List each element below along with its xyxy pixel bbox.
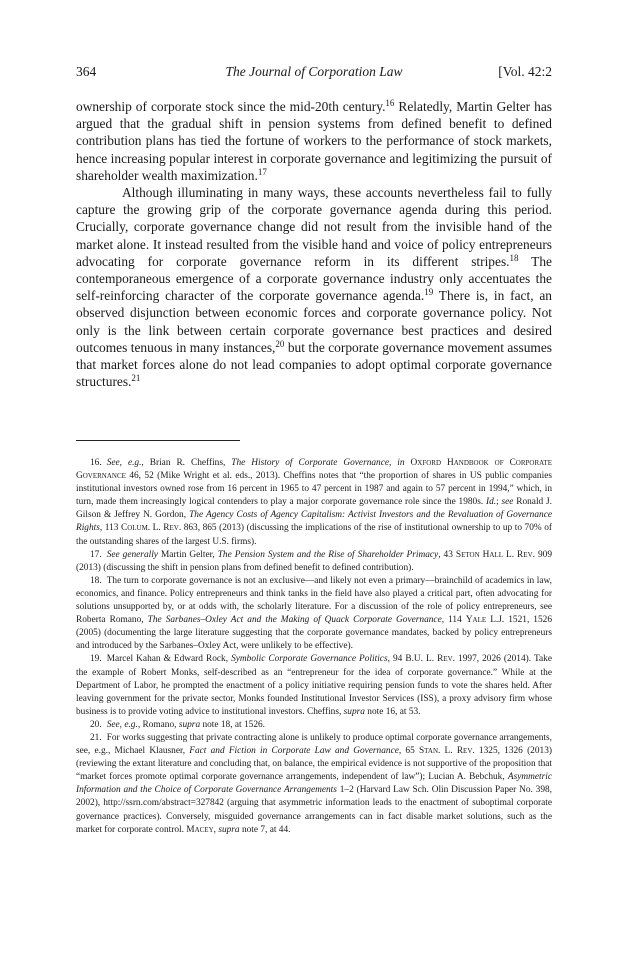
footnotes	[76, 457, 552, 837]
page-number: 364	[76, 64, 97, 79]
signal: supra	[343, 706, 365, 717]
text-run: ownership of corporate stock since the mid-20th century.	[76, 99, 386, 114]
footnote-number: 21.	[90, 732, 102, 743]
text-run: ,	[213, 824, 219, 835]
footnote-number: 19.	[90, 654, 102, 665]
cited-title: Fact and Fiction in Corporate Law and Governance	[189, 746, 399, 757]
text-run: Brian R. Cheffins,	[143, 458, 232, 468]
cited-title: Symbolic Corporate Governance Politics	[231, 654, 388, 665]
text-run: 1997, 2026 (2014). Take the example of Robert Monks, self-described as an “entrepreneur for the idea of corporate governance.” While at the Department of Labor, he prompted the enactment of a policy initiative requiring pension funds to vote the shares held. After leaving government for the private sector, Monks founded Institutional Investor Services (ISS), a proxy advisory firm whose business is to provide voting advice to institutional investors. Cheffins,	[76, 654, 552, 717]
signal: supra	[218, 824, 240, 835]
footnote-ref-16: 16	[385, 98, 395, 108]
footnote-20	[76, 719, 552, 732]
footnote-ref-17: 17	[257, 166, 267, 177]
text-run: 46, 52 (Mike Wright et al. eds., 2013). Cheffins notes that “the proportion of shares in US public companies institutional investors owned rose from 16 percent in 1965 to 47 percent in 1987 and again to 57 percent in 1994,” which, in turn, made them increasingly logical contenders to play a major corporate governance role since the 1980s.	[76, 471, 552, 508]
footnote-19	[76, 653, 552, 718]
running-header	[76, 64, 552, 84]
main-text	[76, 98, 552, 390]
text-run: Romano,	[140, 719, 179, 730]
text-run: 1521, 1526 (2005) (documenting the large literature suggesting that the corporate governance mandates, backed by policy entrepreneurs and introduced by the Sarbanes–Oxley Act, were unlikely to be effective).	[76, 615, 552, 652]
signal: See, e.g.,	[106, 719, 141, 730]
footnote-number: 17.	[90, 549, 102, 560]
source-name: Yale L.J.	[465, 615, 505, 626]
footnote-ref-19: 19	[424, 287, 434, 298]
signal: supra	[178, 719, 201, 730]
text-run: note 18, at 1526.	[200, 719, 266, 730]
cited-title: The History of Corporate Governance, in	[231, 458, 405, 468]
text-run: , 113	[99, 523, 121, 534]
footnote-number: 16.	[90, 458, 102, 468]
text-run: Ronald J. Gilson & Jeffrey N. Gordon,	[76, 497, 552, 521]
footnote-divider	[76, 440, 240, 441]
text-run: For works suggesting that private contracting alone is unlikely to produce optimal corporate governance arrangements, see, e.g., Michael Klausner,	[76, 732, 552, 757]
footnote-16	[76, 457, 552, 549]
text-run: , 94	[387, 654, 406, 665]
signal: See generally	[106, 549, 158, 560]
text-run: Relatedly, Martin Gelter has argued that the gradual shift in pension systems from defined benefit to defined contribution plans has tied the fortune of workers to the performance of stock markets, hence increasing popular interest in corporate governance and legitimizing the pursuit of shareholder wealth maximization.	[76, 99, 552, 183]
volume-label: [Vol. 42:2	[498, 64, 552, 79]
text-run: 863, 865 (2013) (discussing the implications of the rise of institutional ownership to up to 70% of the outstanding shares of the largest U.S. firms).	[76, 523, 552, 547]
text-run: 1–2 (Harvard Law Sch. Olin Discussion Paper No. 398, 2002), http://ssrn.com/abstract=327842 (arguing that asymmetric information leads to the enactment of suboptimal corporate governance practices). Conversely, misguided governance arrangements can in fact disable market solutions, such as the market for corporate control.	[76, 785, 552, 835]
signal: See, e.g.,	[106, 458, 144, 468]
text-run: The contemporaneous emergence of a corporate governance industry only accentuates the self-reinforcing character of the corporate governance agenda.	[76, 253, 552, 304]
text-run: 1325, 1326 (2013) (reviewing the extant literature and concluding that, on balance, the empirical evidence is not supportive of the proposition that “market forces promote optimal corporate governance arrangements, independent of law”); Lucian A. Bebchuk,	[76, 746, 552, 783]
footnote-number: 20.	[90, 719, 102, 730]
source-name: Stan. L. Rev.	[418, 746, 475, 757]
source-name: Oxford Handbook of Corporate Governance	[76, 458, 552, 482]
source-name: B.U. L. Rev.	[405, 654, 456, 665]
footnote-21	[76, 732, 552, 837]
cited-title: Asymmetric Information and the Choice of Corporate Governance Arrangements	[76, 772, 552, 796]
footnote-17	[76, 549, 552, 575]
cited-title: The Sarbanes–Oxley Act and the Making of Quack Corporate Governance	[147, 615, 442, 626]
journal-title: The Journal of Corporation Law	[225, 64, 403, 79]
footnote-ref-21: 21	[131, 373, 141, 384]
signal: Id.	[485, 497, 497, 508]
footnote-ref-20: 20	[275, 338, 285, 349]
source-name: Colum. L. Rev.	[120, 523, 182, 534]
signal: see	[501, 497, 514, 508]
text-run: Although illuminating in many ways, these accounts nevertheless fail to fully capture the growing grip of the corporate governance agenda during this period. Crucially, corporate governance change did not result from the invisible hand of the market alone. It instead resulted from the visible hand and voice of policy entrepreneurs advocating for corporate governance reform in its different stripes.	[76, 185, 552, 269]
source-name: Seton Hall L. Rev.	[455, 549, 535, 560]
text-run: 909 (2013) (discussing the shift in pension plans from defined benefit to defined contribution).	[76, 549, 552, 573]
footnote-ref-18: 18	[509, 252, 519, 263]
text-run: , 114	[441, 615, 466, 626]
text-run: note 7, at 44.	[239, 824, 291, 835]
paragraph-2	[76, 184, 552, 390]
paragraph-1	[76, 98, 552, 184]
text-run: Marcel Kahan & Edward Rock,	[106, 654, 232, 665]
text-run: note 16, at 53.	[364, 706, 421, 717]
footnote-number: 18.	[90, 575, 102, 586]
text-run: ;	[496, 497, 502, 508]
cited-title: The Agency Costs of Agency Capitalism: Activist Investors and the Revaluation of Governance Rights	[76, 510, 552, 534]
footnote-18	[76, 575, 552, 654]
cited-title: The Pension System and the Rise of Shareholder Primacy	[217, 549, 439, 560]
text-run: but the corporate governance movement assumes that market forces alone do not lead companies to adopt optimal corporate governance structures.	[76, 339, 552, 390]
source-name: Macey	[186, 824, 214, 835]
text-run: The turn to corporate governance is not an exclusive—and likely not even a primary—brainchild of academics in law, economics, and finance. Policy entrepreneurs and think tanks in the field have also played a critical part, often advocating for solutions unsupported by, or at odds with, the scholarly literature. For a discussion of the role of policy entrepreneurs, see Roberta Romano,	[76, 575, 552, 626]
text-run: , 43	[438, 549, 456, 560]
text-run: , 65	[398, 746, 419, 757]
text-run: There is, in fact, an observed disjunction between economic forces and corporate governance policy. Not only is the link between certain corporate governance best practices and desired outcomes tenuous in many instances,	[76, 288, 553, 355]
text-run: Martin Gelter,	[157, 549, 218, 560]
